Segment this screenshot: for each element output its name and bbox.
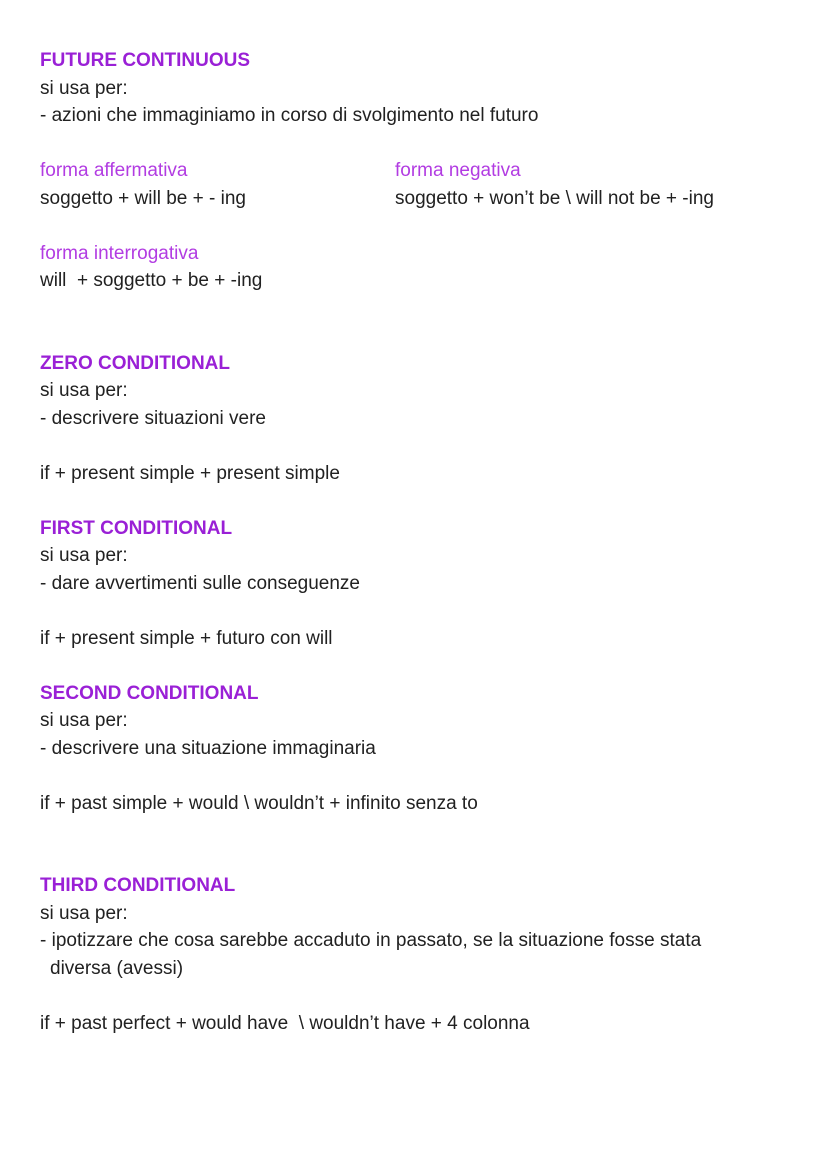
usage-bullet-future-continuous: - azioni che immaginiamo in corso di svolgimento nel futuro (40, 105, 539, 126)
spacer (40, 652, 798, 680)
spacer (40, 432, 798, 460)
usage-intro-third-conditional: si usa per: (40, 902, 128, 924)
formula-zero-conditional: if + present simple + present simple (40, 462, 340, 484)
spacer (40, 487, 798, 515)
spacer (40, 982, 798, 1010)
section-title-second-conditional: SECOND CONDITIONAL (40, 682, 259, 704)
spacer (40, 597, 798, 625)
interrogative-form-label: forma interrogativa (40, 242, 199, 264)
form-formulas-row (40, 185, 798, 213)
section-title-future-continuous: FUTURE CONTINUOUS (40, 50, 251, 71)
negative-formula: soggetto + won’t be \ will not be + -ing (395, 187, 714, 209)
spacer (40, 212, 798, 240)
section-title-first-conditional: FIRST CONDITIONAL (40, 517, 233, 539)
interrogative-formula: will + soggetto + be + -ing (40, 270, 263, 291)
formula-second-conditional: if + past simple + would \ wouldn’t + infinito senza to (40, 792, 478, 814)
affirmative-form-label: forma affermativa (40, 160, 188, 181)
usage-bullet-third-conditional-line1: - ipotizzare che cosa sarebbe accaduto in passato, se la situazione fosse stata (40, 930, 702, 951)
formula-first-conditional: if + present simple + futuro con will (40, 627, 333, 649)
formula-third-conditional: if + past perfect + would have \ wouldn’t have + 4 colonna (40, 1012, 530, 1034)
spacer (40, 762, 798, 790)
affirmative-formula: soggetto + will be + - ing (40, 187, 246, 209)
spacer (40, 817, 798, 845)
spacer (40, 322, 798, 350)
usage-intro-zero-conditional: si usa per: (40, 380, 128, 401)
usage-intro-first-conditional: si usa per: (40, 545, 128, 566)
usage-bullet-first-conditional: - dare avvertimenti sulle conseguenze (40, 572, 361, 594)
negative-form-label: forma negativa (395, 160, 521, 181)
spacer (40, 845, 798, 873)
usage-bullet-second-conditional: - descrivere una situazione immaginaria (40, 737, 376, 759)
section-title-zero-conditional: ZERO CONDITIONAL (40, 352, 230, 374)
spacer (40, 295, 798, 323)
section-title-third-conditional: THIRD CONDITIONAL (40, 875, 236, 896)
form-labels-row (40, 157, 798, 185)
usage-bullet-third-conditional-line2: diversa (avessi) (50, 957, 184, 979)
usage-intro-second-conditional: si usa per: (40, 710, 128, 731)
usage-bullet-zero-conditional: - descrivere situazioni vere (40, 407, 266, 429)
spacer (40, 130, 798, 158)
usage-intro-future-continuous: si usa per: (40, 77, 128, 99)
